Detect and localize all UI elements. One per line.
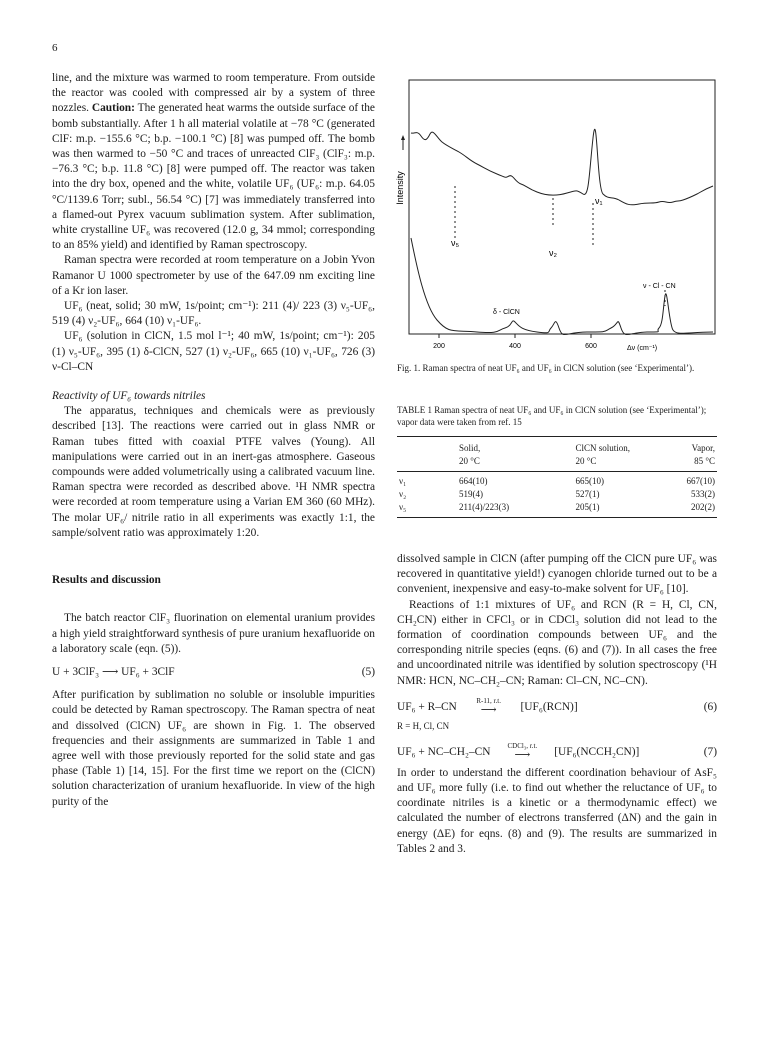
- subsection-heading: Reactivity of UF₆ towards nitriles: [52, 390, 206, 403]
- equation-body: [397, 697, 578, 715]
- eq-left: UF₆ + NC–CH₂–CN: [397, 745, 491, 758]
- paragraph: The apparatus, techniques and chemicals were as previously described [13]. The reactions were carried out in glass NMR or Raman tubes fitted with coaxial PTFE valves (Young). All manipulations were carried out in an inert-gas atmosphere. Gaseous compounds were added volumetrically using a calibrated vacuum line. Raman spectra were recorded as described above. ¹H NMR spectra were recorded at room temperature using a Varian EM 360 (60 MHz). The molar UF₆/ nitrile ratio in all experiments was exactly 1:1, the sample/solvent ratio was approximately 1:20.: [52, 405, 375, 539]
- x-tick-label: 200: [433, 343, 445, 350]
- equation-6: [397, 697, 717, 715]
- table-cell: 519(4): [459, 489, 483, 499]
- reaction-arrow: [493, 742, 551, 760]
- reaction-condition: R-11, r.t.: [476, 696, 501, 705]
- paragraph: [52, 71, 375, 253]
- x-tick-label: 600: [585, 343, 597, 350]
- eq-left: U + 3ClF₃: [52, 665, 100, 678]
- equation-5: [52, 665, 375, 680]
- label-v-cl-cn: ν - Cl - CN: [643, 283, 676, 290]
- label-nu1: ν₁: [595, 196, 603, 206]
- table-cell: ν₂: [399, 489, 407, 499]
- text: line, and the mixture was warmed to room temperature. From outside the reactor was cooled with compressed air by a system of three nozzles.: [52, 72, 375, 115]
- equation-number: (7): [703, 745, 717, 758]
- table-header: 85 °C: [669, 455, 717, 472]
- arrow: ⟶: [101, 665, 119, 678]
- paragraph: Reactions of 1:1 mixtures of UF₆ and RCN (R = H, Cl, CN, CH₂CN) either in CFCl₃ or in CDCl₃ solution did not lead to the formation of coordination compounds between UF₆ and the corresponding nitrile species (eqns. (6) and (7)). In all cases the free and uncoordinated nitrile was identified by solution spectroscopy (¹H NMR: HCN, NC–CH₂–CN; Raman: Cl–CN, NC–CN).: [397, 598, 717, 687]
- table-header: 20 °C: [556, 455, 669, 472]
- raman-spectrum-plot: [397, 78, 717, 358]
- table-header: [397, 455, 419, 472]
- table: [397, 436, 717, 518]
- label-nu5: ν₅: [451, 238, 460, 248]
- paragraph: After purification by sublimation no soluble or insoluble impurities could be detected by Raman spectroscopy. The Raman spectra of neat and dissolved (ClCN) UF₆ are shown in Fig. 1. The observed frequencies and their assignments are summarized in Table 1 and agree well with those previously reported for the solid state and gas phase (Table 1) [14, 15]. For the first time we report on the (ClCN) solution characterization of uranium hexafluoride. In view of the high purity of the: [52, 689, 375, 808]
- arrow: ⟶: [480, 703, 497, 716]
- table-header-row: [397, 437, 717, 456]
- table-cell: 665(10): [575, 476, 604, 486]
- label-delta-clcn: δ - ClCN: [493, 309, 520, 316]
- paragraph: dissolved sample in ClCN (after pumping off the ClCN pure UF₆ was recovered in quantitative yield!) cyanogen chloride turned out to be a convenient, inexpensive and easy-to-make solvent for UF₆ [10].: [397, 553, 717, 596]
- paragraph: UF₆ (solution in ClCN, 1.5 mol l⁻¹; 40 mW, 1s/point; cm⁻¹): 205 (1) ν₅-UF₆, 395 (1) δ-ClCN, 527 (1) ν₂-UF₆, 665 (10) ν₁-UF₆, 726 (3) ν-Cl–CN: [52, 330, 375, 373]
- table-cell: 664(10): [459, 476, 488, 486]
- table-cell: 527(1): [575, 489, 600, 499]
- table-row: [397, 501, 717, 518]
- table-1: [397, 404, 717, 518]
- equation-body: [52, 665, 175, 680]
- reaction-arrow: [460, 697, 518, 715]
- equation-7: [397, 742, 717, 760]
- eq-right: [UF₆(RCN)]: [520, 700, 578, 713]
- arrow: ⟶: [514, 748, 531, 761]
- eq-right: UF₆ + 3ClF: [121, 665, 175, 678]
- table-caption: TABLE 1 Raman spectra of neat UF₆ and UF₆ in ClCN solution (see ‘Experimental’); vapor data were taken from ref. 15: [397, 405, 707, 427]
- section-heading: Results and discussion: [52, 574, 161, 587]
- table-cell: 205(1): [556, 501, 669, 518]
- table-cell: ν₁: [399, 476, 407, 486]
- page-number: 6: [52, 42, 58, 54]
- table-cell: 533(2): [691, 489, 715, 499]
- equation-body: [397, 742, 639, 760]
- y-axis-label: Intensity: [395, 171, 405, 205]
- figure-caption: Fig. 1. Raman spectra of neat UF₆ and UF₆ in ClCN solution (see ‘Experimental’).: [397, 363, 695, 373]
- equation-number: (6): [703, 700, 717, 713]
- table-row: [397, 472, 717, 489]
- eq-right: [UF₆(NCCH₂CN)]: [554, 745, 640, 758]
- table-subheader-row: [397, 455, 717, 472]
- equation-number: (5): [361, 665, 375, 678]
- right-column: [397, 552, 717, 857]
- figure-1: [397, 78, 717, 358]
- spectrum-neat-uf6: [411, 129, 713, 205]
- text: The generated heat warms the outside surface of the bomb substantially. After 1 h all material volatile at −78 °C (generated ClF: m.p. −155.6 °C; b.p. −100.1 °C) [8] was pumped off. The bomb was then warmed to −50 °C and traces of unreacted ClF₃ (ClF₃: m.p. −76.3 °C; b.p. 11.8 °C) [8] were pumped off. The reactor was taken into the dry box, opened and the white, volatile UF₆ (UF₆: m.p. 64.05 °C/1139.6 Torr; subl., 56.54 °C) [7] was immediately transferred into a flamed-out Pyrex vacuum sublimation system. After sublimation, white crystalline UF₆ was recovered (12.0 g, 34 mmol; corresponding to an 85% yield) and identified by Raman spectroscopy.: [52, 102, 375, 252]
- caution-label: Caution:: [91, 102, 135, 115]
- paragraph: Raman spectra were recorded at room temperature on a Jobin Yvon Ramanor U 1000 spectrometer by use of the 647.09 nm exciting line of a Kr ion laser.: [52, 254, 375, 297]
- label-nu2: ν₂: [549, 248, 557, 258]
- table-header: Vapor,: [669, 437, 717, 456]
- equation-note: R = H, Cl, CN: [397, 720, 450, 731]
- table-row: [397, 488, 717, 501]
- eq-left: UF₆ + R–CN: [397, 700, 457, 713]
- reaction-condition: CDCl₃, r.t.: [507, 741, 538, 750]
- paragraph: In order to understand the different coordination behaviour of AsF₅ and UF₆ more fully (i.e. to find out whether the reluctance of UF₆ to coordinate nitriles is a kinetic or a thermodynamic effect) we calculated the number of electrons transferred (ΔN) and the gain in energy (ΔE) for eqns. (8) and (9). The results are summarized in Tables 2 and 3.: [397, 766, 717, 855]
- table-header: Solid,: [419, 437, 556, 456]
- table-header: 20 °C: [419, 455, 556, 472]
- x-axis-unit: Δν (cm⁻¹): [627, 345, 658, 352]
- left-column: [52, 71, 375, 810]
- paragraph: The batch reactor ClF₃ fluorination on elemental uranium provides a high yield straightforward synthesis of pure uranium hexafluoride on a laboratory scale (eqn. (5)).: [52, 612, 375, 655]
- table-cell: 202(2): [669, 501, 717, 518]
- paragraph: UF₆ (neat, solid; 30 mW, 1s/point; cm⁻¹): 211 (4)/ 223 (3) ν₅-UF₆, 519 (4) ν₂-UF₆, 664 (10) ν₁-UF₆.: [52, 300, 375, 328]
- table-cell: 667(10): [686, 476, 715, 486]
- table-cell: 211(4)/223(3): [419, 501, 556, 518]
- y-axis-arrowhead: [401, 135, 405, 140]
- table-header: [397, 437, 419, 456]
- table-cell: ν₅: [397, 501, 419, 518]
- x-tick-label: 400: [509, 343, 521, 350]
- table-header: ClCN solution,: [556, 437, 669, 456]
